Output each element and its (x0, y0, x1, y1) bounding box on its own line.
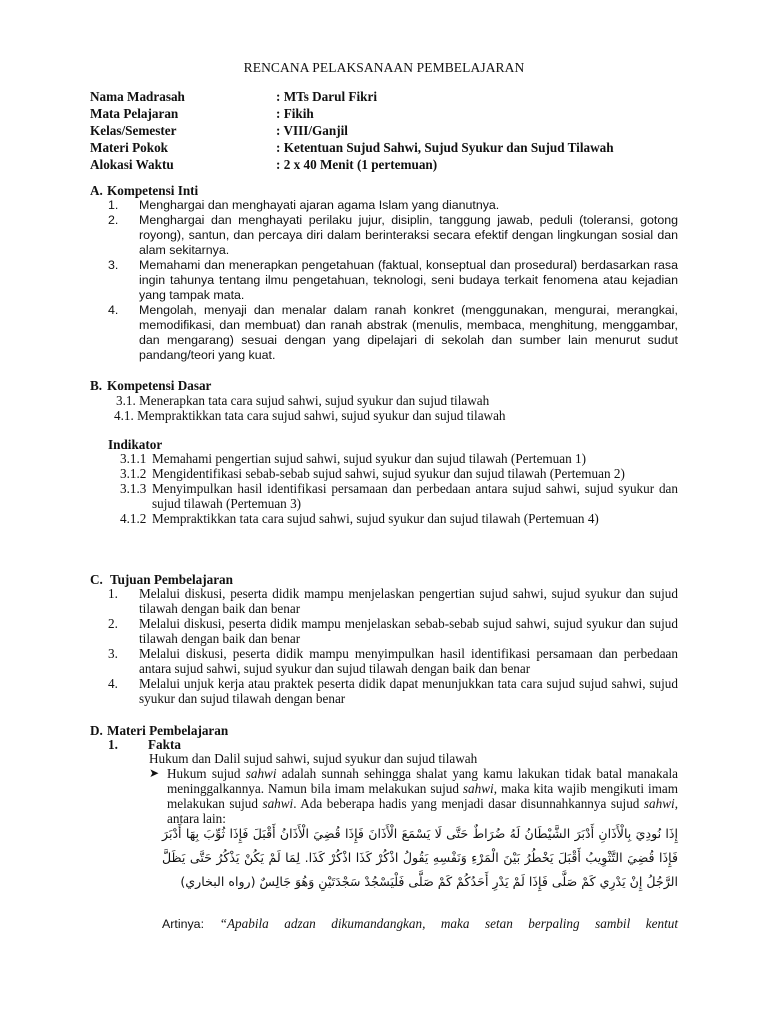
section-letter: C. (90, 572, 103, 587)
italic-run: sahwi (462, 781, 494, 796)
section-d-heading (90, 723, 690, 738)
section-title: Kompetensi Dasar (107, 378, 212, 393)
identity-value: : Ketentuan Sujud Sahwi, Sujud Syukur dan Sujud Tilawah (276, 140, 614, 155)
identity-value: : 2 x 40 Menit (1 pertemuan) (276, 157, 438, 172)
artinya-quote: “Apabila adzan dikumandangkan, maka setan berpaling sambil kentut (219, 916, 678, 931)
text-run: adalah sunnah sehingga shalat yang kamu lakukan tidak batal manakala meninggalkannya. Namun bila imam melakukan sujud (167, 766, 678, 796)
text-run: Hukum sujud (167, 766, 246, 781)
arabic-hadith-text: إِذَا نُودِيَ بِالْأَذَانِ أَدْبَرَ الشَّيْطَانُ لَهُ ضُرَاطٌ حَتَّى لَا يَسْمَعَ الْأَذَانَ فَإِذَا قُضِيَ الْأَذَانُ أَقْبَلَ فَإِذَا ثُوِّبَ بِهَا أَدْبَرَ فَإِذَا قُضِيَ التَّثْوِيبُ أَقْبَلَ يَخْطُرُ بَيْنَ الْمَرْءِ وَنَفْسِهِ يَقُولُ اذْكُرْ كَذَا اذْكُرْ كَذَا. لِمَا لَمْ يَكُنْ يَذْكُرُ حَتَّى يَظَلَّ الرَّجُلُ إِنْ يَدْرِي كَمْ صَلَّى فَإِذَا لَمْ يَدْرِ أَحَدُكُمْ كَمْ صَلَّى فَلْيَسْجُدْ سَجْدَتَيْنِ وَهُوَ جَالِسٌ (رواه البخاري) (162, 826, 678, 889)
section-title: Materi Pembelajaran (107, 723, 229, 738)
italic-run: sahwi (643, 796, 675, 811)
text-run: . Ada beberapa hadis yang menjadi dasar disunnahkannya sujud (293, 796, 644, 811)
section-title: Kompetensi Inti (107, 183, 199, 198)
item-number: 2. (108, 616, 118, 631)
section-letter: D. (90, 723, 103, 738)
kompetensi-inti-list (104, 198, 678, 363)
fakta-intro: Hukum dan Dalil sujud sahwi, sujud syukur dan sujud tilawah (149, 751, 478, 766)
item-number: 4.1.2 (120, 511, 147, 526)
section-a-heading (90, 183, 690, 198)
arrow-bullet-icon: ➤ (149, 766, 160, 780)
list-item (104, 646, 678, 676)
identity-value: : MTs Darul Fikri (276, 89, 377, 104)
item-number: 2. (108, 213, 119, 227)
item-text: Mengidentifikasi sebab-sebab sujud sahwi, sujud syukur dan sujud tilawah (Pertemuan 2) (152, 466, 625, 481)
section-letter: B. (90, 378, 103, 393)
identity-label: Kelas/Semester (90, 123, 177, 138)
item-number: 3.1.2 (120, 466, 147, 481)
section-c-heading (90, 572, 690, 587)
identity-label: Materi Pokok (90, 140, 169, 155)
identity-row-mapel (90, 106, 690, 123)
list-item (104, 586, 678, 616)
item-text: Menyimpulkan hasil identifikasi persamaan dan perbedaan antara sujud sahwi, sujud syukur dan sujud tilawah (Pertemuan 3) (152, 481, 678, 511)
italic-run: sahwi (245, 766, 277, 781)
list-item (120, 466, 678, 481)
item-number: 3.1.3 (120, 481, 147, 496)
item-text: Mengolah, menyaji dan menalar dalam ranah konkret (menggunakan, mengurai, merangkai, memodifikasi, dan membuat) dan ranah abstrak (menulis, membaca, menghitung, menggambar, dan mengarang) sesuai dengan yang dipelajari di sekolah dan sumber lain menurut sudut pandang/teori yang kuat. (139, 303, 678, 362)
kompetensi-dasar-item: 4.1. Mempraktikkan tata cara sujud sahwi, sujud syukur dan sujud tilawah (114, 408, 506, 423)
identity-label: Alokasi Waktu (90, 157, 174, 172)
item-number: 4. (108, 676, 118, 691)
item-text: Memahami dan menerapkan pengetahuan (faktual, konseptual dan prosedural) berdasarkan rasa ingin tahunya tentang ilmu pengetahuan, teknologi, seni budaya terkait fenomena atau kejadian yang tampak mata. (139, 258, 678, 302)
item-number: 4. (108, 303, 119, 317)
indikator-heading: Indikator (108, 437, 163, 452)
item-text: Melalui diskusi, peserta didik mampu menjelaskan sebab-sebab sujud sahwi, sujud syukur dan sujud tilawah dengan baik dan benar (139, 616, 678, 646)
bullet-text (149, 766, 678, 826)
hukum-bullet (149, 766, 678, 826)
list-item (104, 258, 678, 303)
identity-row-madrasah (90, 89, 690, 106)
identity-label: Nama Madrasah (90, 89, 185, 104)
document-title: RENCANA PELAKSANAAN PEMBELAJARAN (243, 60, 525, 75)
indikator-list (120, 451, 678, 526)
subsection-number: 1. (108, 737, 118, 752)
list-item (120, 481, 678, 511)
item-text: Menghargai dan menghayati ajaran agama Islam yang dianutnya. (139, 198, 500, 212)
list-item (104, 676, 678, 706)
list-item (104, 198, 678, 213)
item-number: 1. (108, 198, 119, 212)
list-item (120, 451, 678, 466)
subsection-title: Fakta (148, 737, 181, 752)
item-number: 3. (108, 646, 118, 661)
identity-label: Mata Pelajaran (90, 106, 179, 121)
item-text: Mempraktikkan tata cara sujud sahwi, sujud syukur dan sujud tilawah (Pertemuan 4) (152, 511, 599, 526)
tujuan-list (104, 586, 678, 706)
text-run: , maka kita wajib mengikuti imam melakukan sujud (167, 781, 678, 811)
item-text: Melalui unjuk kerja atau praktek peserta didik dapat menunjukkan tata cara sujud sujud sahwi, sujud syukur dan sujud tilawah dengan benar (139, 676, 678, 706)
list-item (104, 213, 678, 258)
item-number: 3. (108, 258, 119, 272)
artinya-line (162, 916, 678, 932)
identity-row-kelas (90, 123, 690, 140)
italic-run: sahwi (262, 796, 294, 811)
artinya-label: Artinya: (162, 917, 220, 931)
text-run: , antara lain: (167, 796, 678, 826)
item-number: 3.1.1 (120, 451, 147, 466)
item-text: Memahami pengertian sujud sahwi, sujud syukur dan sujud tilawah (Pertemuan 1) (152, 451, 587, 466)
section-title: Tujuan Pembelajaran (110, 572, 233, 587)
list-item (120, 511, 678, 526)
item-text: Menghargai dan menghayati perilaku jujur, disiplin, tanggung jawab, peduli (toleransi, gotong royong), santun, dan percaya diri dalam berinteraksi secara efektif dengan lingkungan sosial dan alam sekitarnya. (139, 213, 678, 257)
identity-row-materi (90, 140, 690, 157)
item-text: Melalui diskusi, peserta didik mampu menjelaskan pengertian sujud sahwi, sujud syukur dan sujud tilawah dengan baik dan benar (139, 586, 678, 616)
section-b-heading (90, 378, 690, 393)
identity-table (90, 89, 690, 174)
list-item (104, 303, 678, 363)
identity-value: : Fikih (276, 106, 314, 121)
item-number: 1. (108, 586, 118, 601)
item-text: Melalui diskusi, peserta didik mampu menyimpulkan hasil identifikasi persamaan dan perbedaan antara sujud sahwi, sujud syukur dan sujud tilawah dengan baik dan benar (139, 646, 678, 676)
identity-row-alokasi (90, 157, 690, 174)
section-letter: A. (90, 183, 103, 198)
list-item (104, 616, 678, 646)
kompetensi-dasar-item: 3.1. Menerapkan tata cara sujud sahwi, sujud syukur dan sujud tilawah (116, 393, 490, 408)
identity-value: : VIII/Ganjil (276, 123, 348, 138)
